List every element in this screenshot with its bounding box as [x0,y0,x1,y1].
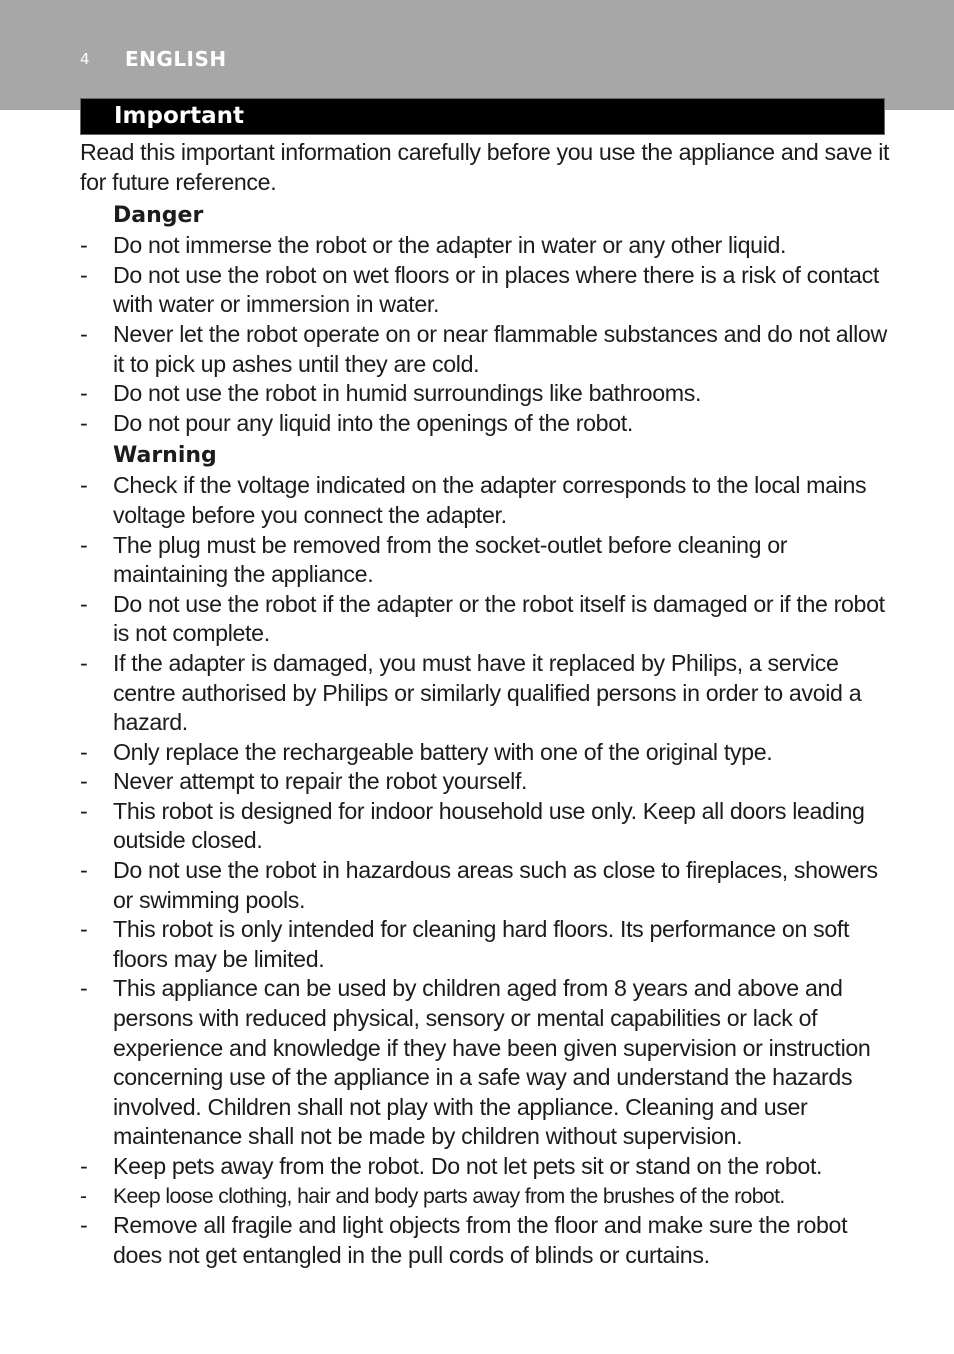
list-item-text: Do not use the robot in hazardous areas such as close to fireplaces, showers or swimming pools. [113,857,878,913]
danger-list [80,231,890,438]
list-item [80,379,890,409]
intro-paragraph: Read this important information carefully before you use the appliance and save it for future reference. [80,139,890,195]
list-item [80,1182,890,1212]
bullet-dash: - [80,590,88,617]
warning-list [80,471,890,1270]
bullet-dash: - [80,975,88,1002]
bullet-dash: - [80,380,88,407]
danger-heading: Danger [113,203,204,229]
bullet-dash: - [80,1153,88,1179]
list-item [80,531,890,590]
bullet-dash: - [80,472,88,499]
language-label: ENGLISH [125,47,227,71]
list-item [80,1152,890,1182]
warning-heading: Warning [113,443,217,469]
bullet-dash: - [80,531,88,558]
bullet-dash: - [80,1212,88,1239]
section-title-bar [80,98,885,135]
list-item-text: Remove all fragile and light objects from the floor and make sure the robot does not get entangled in the pull cords of blinds or curtains. [113,1212,848,1268]
list-item-text: Never let the robot operate on or near flammable substances and do not allow it to pick up ashes until they are cold. [113,320,887,377]
list-item [80,797,890,856]
list-item [80,649,890,738]
bullet-dash: - [80,738,88,765]
list-item-text: If the adapter is damaged, you must have it replaced by Philips, a service centre authorised by Philips or similarly qualified persons in order to avoid a hazard. [113,649,862,736]
bullet-dash: - [80,797,88,824]
list-item-text: Do not use the robot if the adapter or the robot itself is damaged or if the robot is not complete. [113,590,885,647]
bullet-dash: - [80,409,88,436]
bullet-dash: - [80,768,88,795]
page-header-band [0,0,954,110]
list-item [80,856,890,915]
list-item [80,261,890,320]
bullet-dash: - [80,857,88,884]
list-item-text: Do not pour any liquid into the openings of the robot. [113,409,633,436]
list-item [80,409,890,439]
list-item-text: Never attempt to repair the robot yourself. [113,768,528,795]
bullet-dash: - [80,261,88,288]
list-item-text: Do not use the robot on wet floors or in places where there is a risk of contact with water or immersion in water. [113,261,879,318]
list-item-text: Only replace the rechargeable battery with one of the original type. [113,738,773,765]
page-number: 4 [80,50,90,68]
list-item [80,767,890,797]
bullet-dash: - [80,916,88,943]
list-item-text: Keep pets away from the robot. Do not let pets sit or stand on the robot. [113,1153,823,1179]
list-item [80,471,890,530]
list-item-text: This robot is only intended for cleaning hard floors. Its performance on soft floors may be limited. [113,916,850,972]
list-item-text: This appliance can be used by children aged from 8 years and above and persons with reduced physical, sensory or mental capabilities or lack of experience and knowledge if they have been given supervision or instruction concerning use of the appliance in a safe way and understand the hazards involved. Children shall not play with the appliance. Cleaning and user maintenance shall not be made by children without supervision. [113,975,871,1150]
list-item [80,590,890,649]
section-title: Important [114,103,245,129]
list-item-text: Keep loose clothing, hair and body parts away from the brushes of the robot. [113,1184,785,1208]
list-item [80,1211,890,1270]
bullet-dash: - [80,1184,87,1208]
bullet-dash: - [80,649,88,676]
list-item [80,320,890,379]
list-item-text: Check if the voltage indicated on the adapter corresponds to the local mains voltage before you connect the adapter. [113,472,867,528]
list-item-text: Do not immerse the robot or the adapter in water or any other liquid. [113,232,787,259]
list-item-text: The plug must be removed from the socket-outlet before cleaning or maintaining the appliance. [113,531,788,588]
list-item [80,974,890,1152]
list-item [80,738,890,768]
list-item [80,915,890,974]
bullet-dash: - [80,320,88,347]
document-body [80,138,890,1272]
bullet-dash: - [80,232,88,259]
list-item-text: Do not use the robot in humid surroundings like bathrooms. [113,380,702,407]
list-item [80,231,890,261]
list-item-text: This robot is designed for indoor household use only. Keep all doors leading outside closed. [113,797,865,854]
